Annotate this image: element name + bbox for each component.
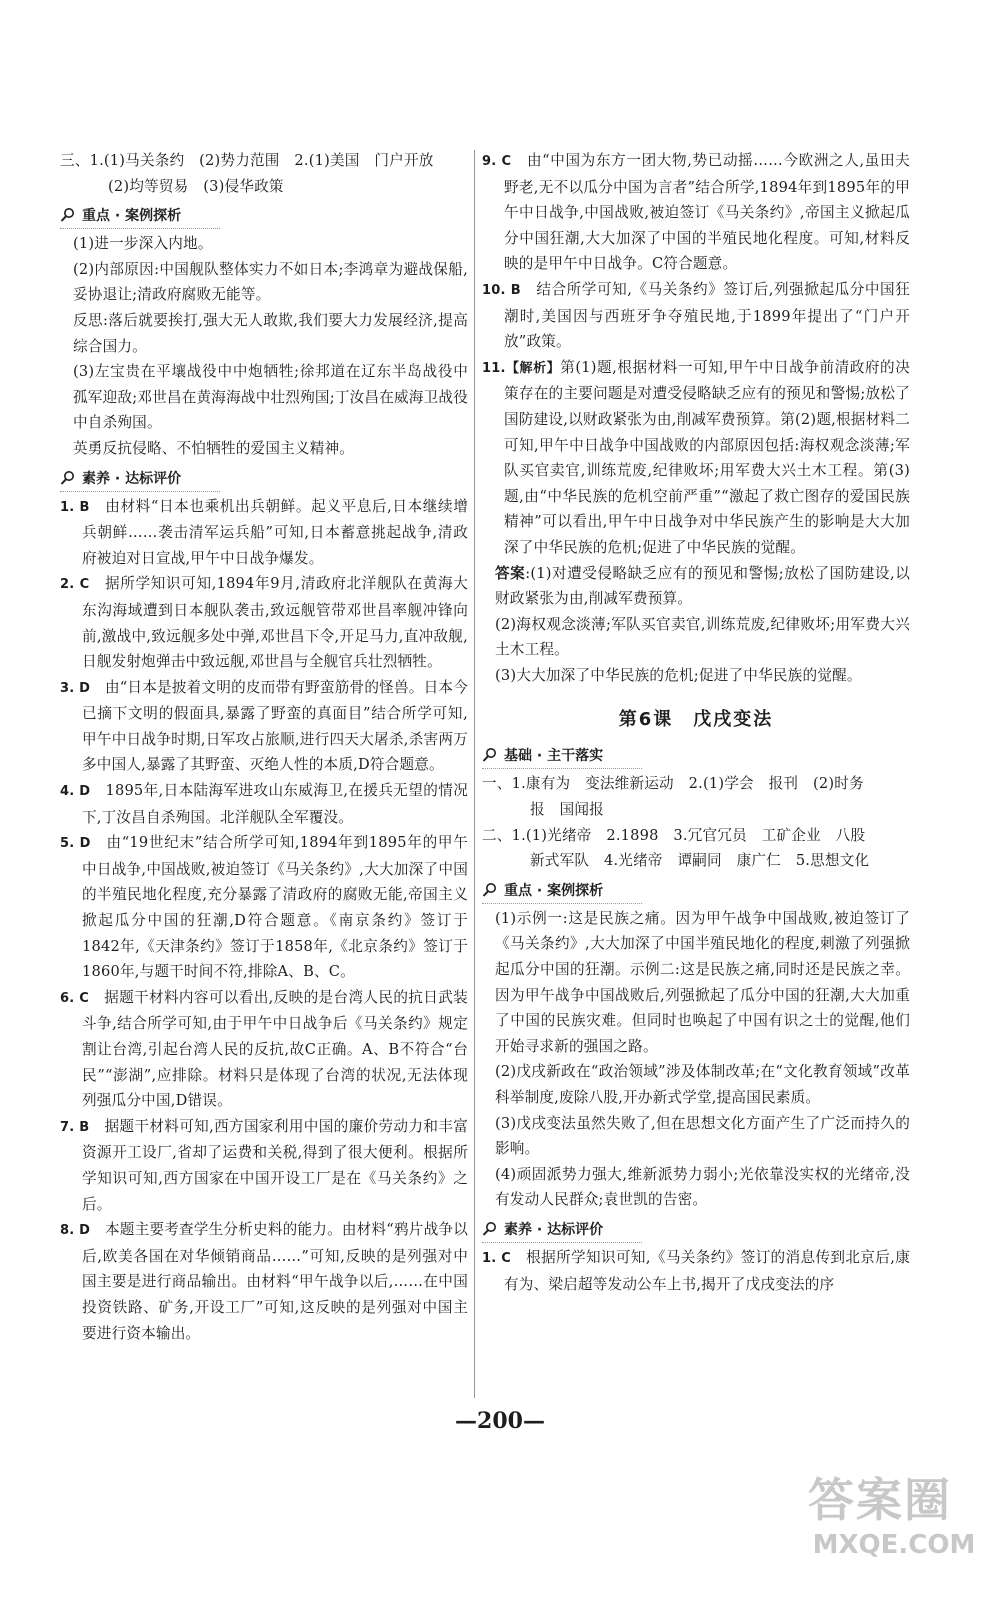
watermark-top: 答案圈 <box>808 1473 952 1527</box>
magnifier-icon <box>482 747 498 763</box>
basic-line: 报 国闻报 <box>530 801 604 819</box>
answer-item: 1. C 根据所学知识可知,《马关条约》签订的消息传到北京后,康有为、梁启超等发动公车上书,揭开了戊戌变法的序 <box>482 1248 911 1293</box>
case-line: 英勇反抗侵略、不怕牺牲的爱国主义精神。 <box>73 439 355 457</box>
column-divider <box>474 150 475 1398</box>
page-number: —200— <box>455 1408 545 1434</box>
basic-line: 新式军队 4.光绪帝 谭嗣同 康广仁 5.思想文化 <box>530 852 870 870</box>
case-line: (2)戊戌新政在“政治领域”涉及体制改革;在“文化教育领域”改革科举制度,废除八股,开办新式学堂,提高国民素质。 <box>495 1063 910 1106</box>
basic-line: 一、1.康有为 变法维新运动 2.(1)学会 报刊 (2)时务 <box>482 775 864 793</box>
watermark-url: MXQE.COM <box>812 1530 976 1560</box>
case-line: (2)内部原因:中国舰队整体实力不如日本;李鸿章为避战保船,妥协退让;清政府腐败无能等。 <box>73 260 468 304</box>
answer-item: 6. C 据题干材料内容可以看出,反映的是台湾人民的抗日武装斗争,结合所学可知,由于甲午中日战争后《马关条约》规定割让台湾,引起台湾人民的反抗,故C正确。A、B不符合“台民”“澎湖”,应排除。材料只是体现了台湾的状况,无法体现列强瓜分中国,D错误。 <box>60 988 468 1110</box>
section-heading-e <box>482 1216 642 1243</box>
answer-label: 答案 <box>495 564 526 582</box>
magnifier-icon <box>482 1221 498 1237</box>
answer-item: 10. B 结合所学可知,《马关条约》签订后,列强掀起瓜分中国狂潮时,美国因与西班牙争夺殖民地,于1899年提出了“门户开放”政策。 <box>482 280 911 351</box>
answer-item: 11.【解析】第(1)题,根据材料一可知,甲午中日战争前清政府的决策存在的主要问题是对遭受侵略缺乏应有的预见和警惕;放松了国防建设,以财政紧张为由,削减军费预算。第(2)题,根据材料二可知,甲午中日战争中国战败的内部原因包括:海权观念淡薄;军队买官卖官,训练荒废,纪律败坏;用军费大兴土木工程。第(3)题,由“中华民族的危机空前严重”“激起了救亡图存的爱国民族精神”可以看出,甲午中日战争对中华民族产生的影响是大大加深了中华民族的危机;促进了中华民族的觉醒。 <box>482 358 911 556</box>
answer-item: 8. D 本题主要考查学生分析史料的能力。由材料“鸦片战争以后,欧美各国在对华倾销商品……”可知,反映的是列强对中国主要是进行商品输出。由材料“甲午战争以后,……在中国投资铁路、矿务,开设工厂”可知,这反映的是列强对中国主要进行资本输出。 <box>60 1221 468 1342</box>
left-column <box>60 148 468 1346</box>
basic-line: 二、1.(1)光绪帝 2.1898 3.冗官冗员 工矿企业 八股 <box>482 826 866 844</box>
watermark-logo <box>808 1470 980 1590</box>
intro-line-2: (2)均等贸易 (3)侵华政策 <box>108 177 284 195</box>
answer-line: (3)大大加深了中华民族的危机;促进了中华民族的觉醒。 <box>495 666 862 684</box>
magnifier-icon <box>60 207 76 223</box>
answer-line: 答案:(1)对遭受侵略缺乏应有的预见和警惕;放松了国防建设,以财政紧张为由,削减军费预算。 <box>495 564 910 608</box>
answer-item: 2. C 据所学知识可知,1894年9月,清政府北洋舰队在黄海大东沟海域遭到日本舰队袭击,致远舰管带邓世昌率舰冲锋向前,激战中,致远舰多处中弹,邓世昌下令,开足马力,直冲敌舰,日舰发射炮弹击中致远舰,邓世昌与全舰官兵壮烈牺牲。 <box>60 575 468 671</box>
right-column <box>482 148 910 1297</box>
intro-line-1: 三、1.(1)马关条约 (2)势力范围 2.(1)美国 门户开放 <box>60 152 434 169</box>
section-heading-d-label: 重点 · 案例探析 <box>504 882 604 899</box>
section-heading-a <box>60 202 220 229</box>
answer-item: 4. D 1895年,日本陆海军进攻山东威海卫,在援兵无望的情况下,丁汝昌自杀殉国。北洋舰队全军覆没。 <box>60 782 469 826</box>
answer-line: (2)海权观念淡薄;军队买官卖官,训练荒废,纪律败坏;用军费大兴土木工程。 <box>495 615 910 659</box>
section-heading-e-label: 素养 · 达标评价 <box>504 1221 604 1238</box>
section-heading-b <box>60 465 220 492</box>
case-line: (3)左宝贵在平壤战役中中炮牺牲;徐邦道在辽东半岛战役中孤军迎敌;邓世昌在黄海海战中壮烈殉国;丁汝昌在威海卫战役中自杀殉国。 <box>73 363 468 432</box>
case-line: (3)戊戌变法虽然失败了,但在思想文化方面产生了广泛而持久的影响。 <box>495 1114 910 1158</box>
answer-item: 7. B 据题干材料可知,西方国家利用中国的廉价劳动力和丰富资源开工设厂,省却了运费和关税,得到了很大便利。根据所学知识可知,西方国家在中国开设工厂是在《马关条约》之后。 <box>60 1117 469 1213</box>
answer-item: 9. C 由“中国为东方一团大物,势已动摇……今欧洲之人,虽田夫野老,无不以瓜分中国为言者”结合所学,1894年到1895年的甲午中日战争,中国战败,被迫签订《马关条约》,帝国主义掀起瓜分中国狂潮,大大加深了中国的半殖民地化程度。可知,材料反映的是甲午中日战争。C符合题意。 <box>482 152 911 273</box>
case-line: (1)进一步深入内地。 <box>73 235 213 253</box>
case-line: (4)顽固派势力强大,维新派势力弱小;光依靠没实权的光绪帝,没有发动人民群众;袁世凯的告密。 <box>495 1165 910 1209</box>
case-line: (1)示例一:这是民族之痛。因为甲午战争中国战败,被迫签订了《马关条约》,大大加深了中国半殖民地化的程度,刺激了列强掀起瓜分中国的狂潮。示例二:这是民族之痛,同时还是民族之幸。因为甲午战争中国战败后,列强掀起了瓜分中国的狂潮,大大加重了中国的民族灾难。但同时也唤起了中国有识之士的觉醒,他们开始寻求新的强国之路。 <box>495 909 910 1055</box>
section-heading-d <box>482 877 642 904</box>
answer-item: 3. D 由“日本是披着文明的皮而带有野蛮筋骨的怪兽。日本今已摘下文明的假面具,暴露了野蛮的真面目”结合所学可知,甲午中日战争时期,日军攻占旅顺,进行四天大屠杀,杀害两万多中国人,暴露了其野蛮、灭绝人性的本质,D符合题意。 <box>60 678 468 774</box>
answer-item: 1. B 由材料“日本也乘机出兵朝鲜。起义平息后,日本继续增兵朝鲜……袭击清军运兵船”可知,日本蓄意挑起战争,清政府被迫对日宣战,甲午中日战争爆发。 <box>60 497 468 567</box>
answer-item: 5. D 由“19世纪末”结合所学可知,1894年到1895年的甲午中日战争,中国战败,被迫签订《马关条约》,大大加深了中国的半殖民地化程度,充分暴露了清政府的腐败无能,帝国主义掀起瓜分中国的狂潮,D符合题意。《南京条约》签订于1842年,《天津条约》签订于1858年,《北京条约》签订于1860年,与题干时间不符,排除A、B、C。 <box>60 834 468 981</box>
section-heading-b-label: 素养 · 达标评价 <box>82 470 182 487</box>
case-line: 反思:落后就要挨打,强大无人敢欺,我们要大力发展经济,提高综合国力。 <box>73 311 468 355</box>
magnifier-icon <box>60 470 76 486</box>
magnifier-icon <box>482 882 498 898</box>
section-heading-a-label: 重点 · 案例探析 <box>82 208 182 225</box>
section-heading-c-label: 基础 · 主干落实 <box>504 748 604 765</box>
lesson-title: 第6课 戊戌变法 <box>618 709 774 731</box>
section-heading-c <box>482 742 642 769</box>
